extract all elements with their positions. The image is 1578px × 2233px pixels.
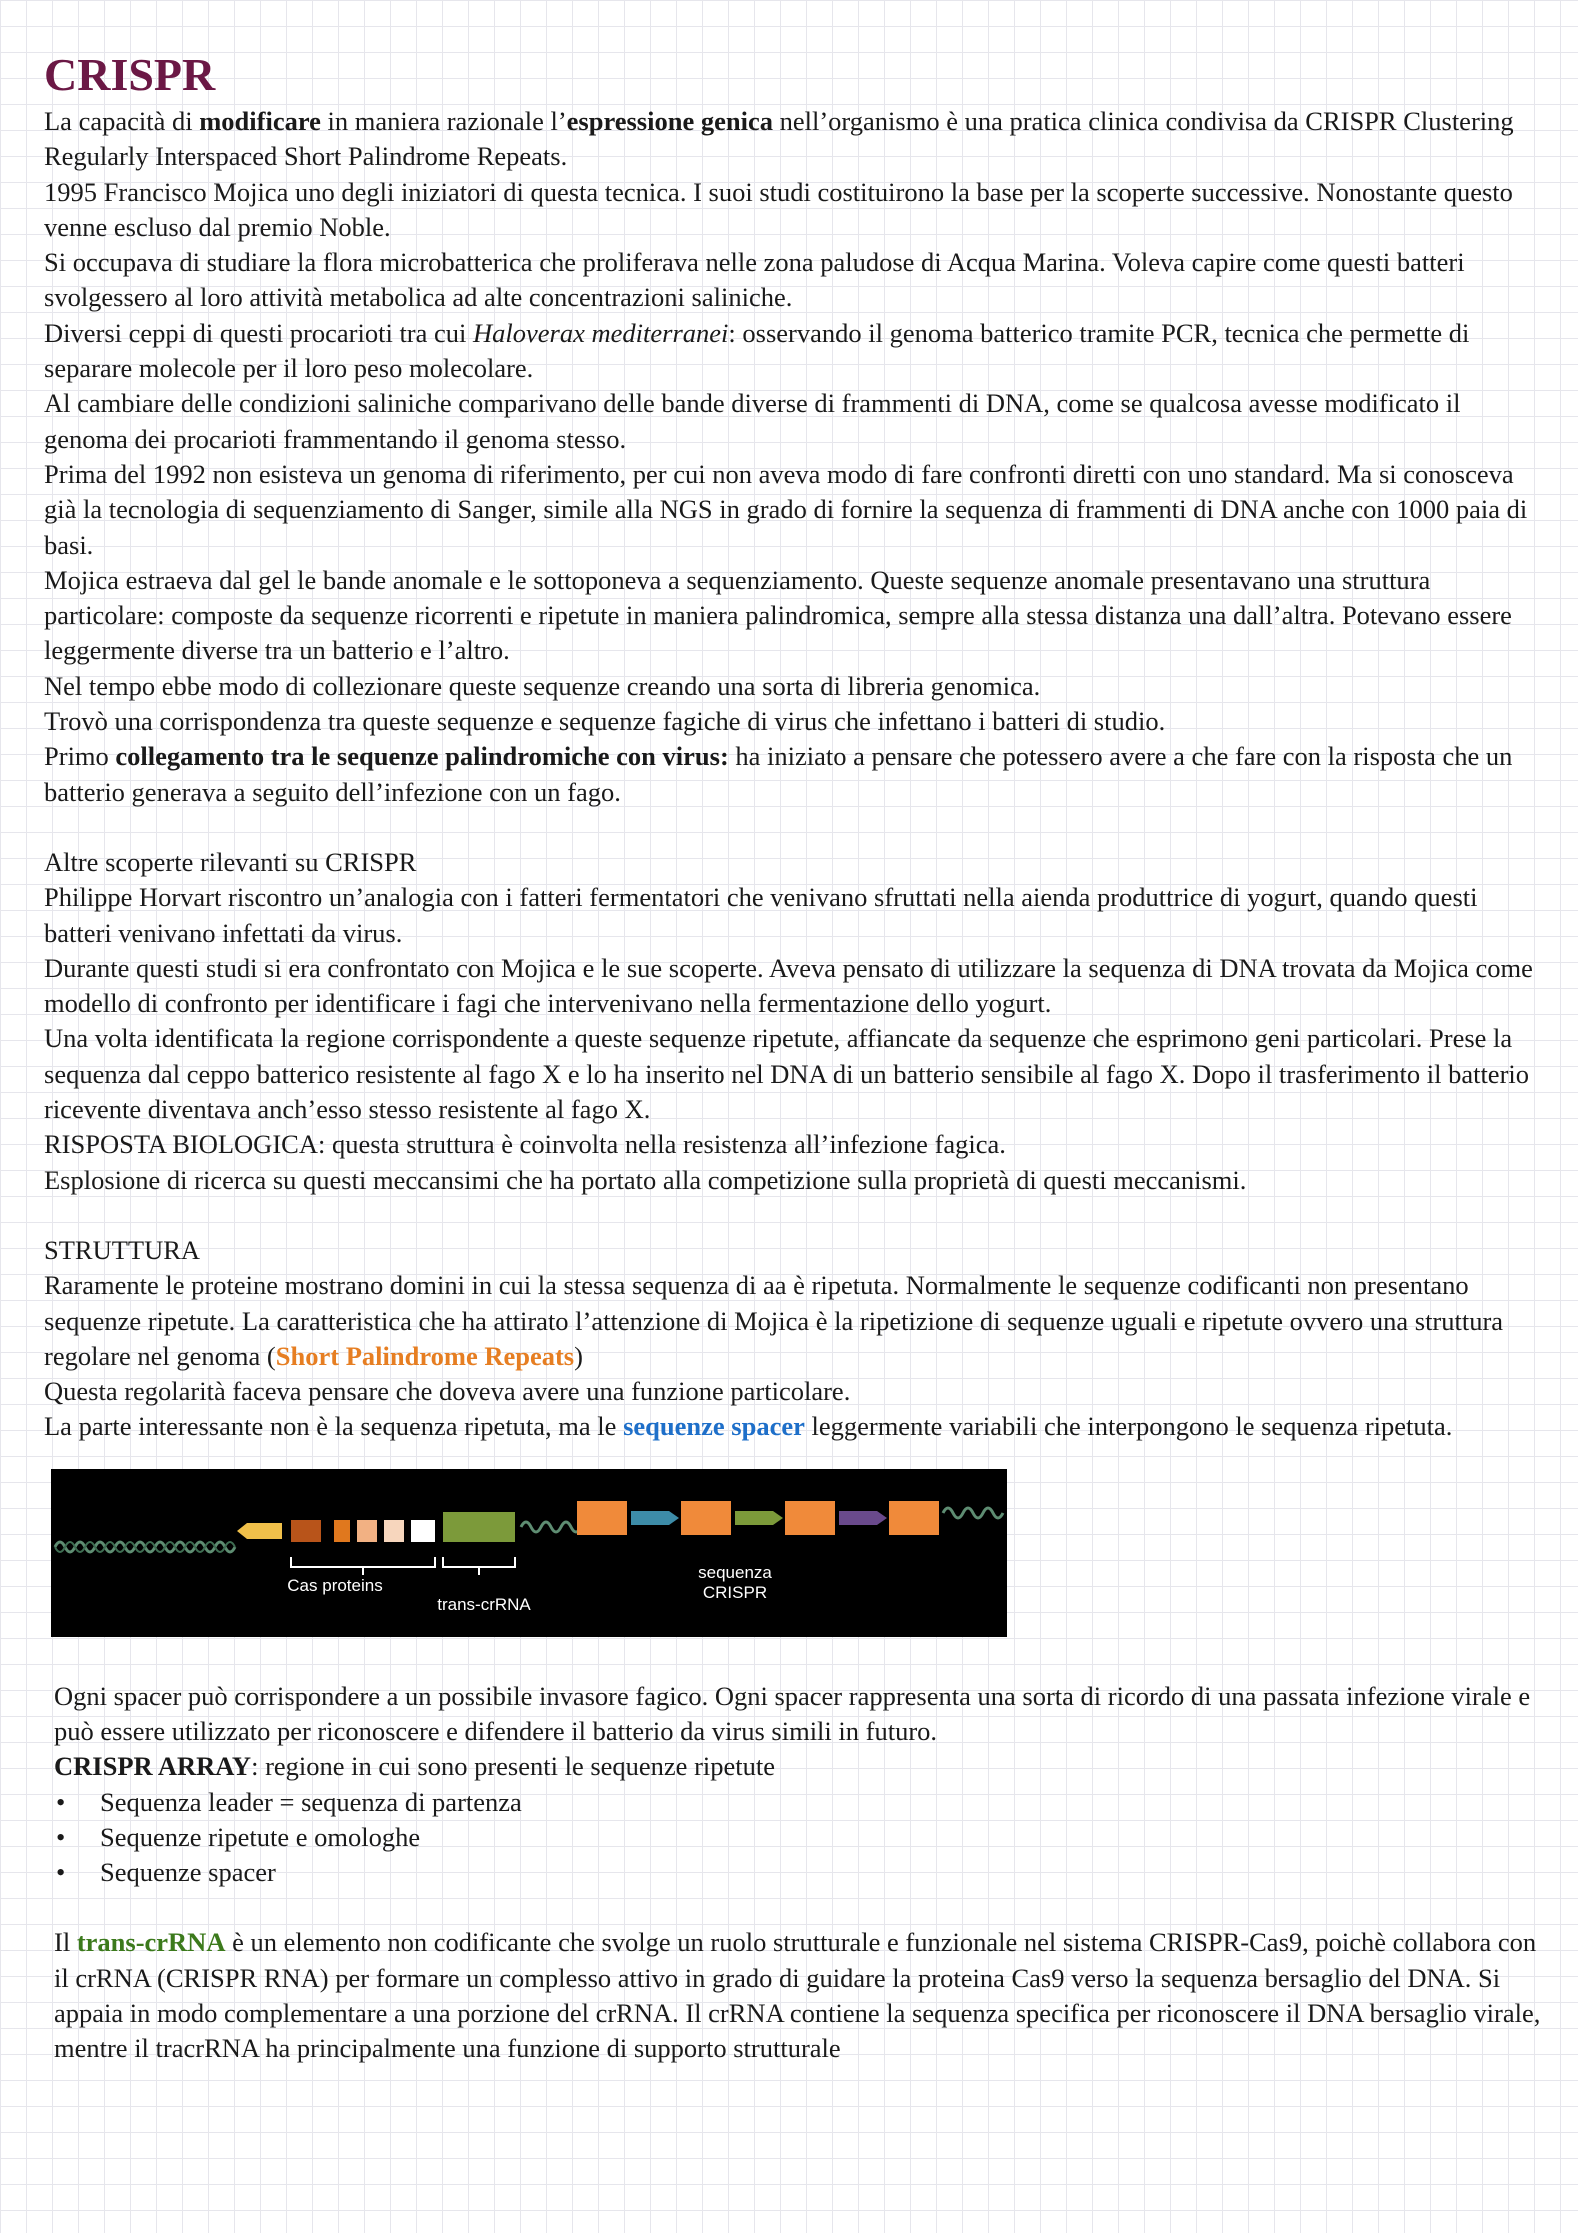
- text: ): [574, 1340, 583, 1371]
- bold-term: CRISPR ARRAY: [54, 1751, 252, 1782]
- list-item: • Sequenza leader = sequenza di partenza: [54, 1785, 1544, 1820]
- section-heading-struttura: STRUTTURA: [44, 1234, 201, 1265]
- crispr-locus-diagram: [51, 1469, 1007, 1637]
- trans-crrna-box: [443, 1512, 515, 1542]
- text: nell’organismo è una pratica clinica condivisa da CRISPR Clustering Regularly Interspaced Short Palindrome Repeats.: [44, 106, 1514, 172]
- trans-label: trans-crRNA: [437, 1594, 531, 1614]
- cas-box-5: [411, 1520, 435, 1542]
- altre-paragraph-4: RISPOSTA BIOLOGICA: questa struttura è coinvolta nella resistenza all’infezione fagica.: [44, 1129, 1006, 1160]
- intro-paragraph-4: [44, 316, 1544, 387]
- bold-term: collegamento tra le sequenze palindromiche con virus:: [115, 741, 729, 772]
- struttura-paragraph-2: Questa regolarità faceva pensare che doveva avere una funzione particolare.: [44, 1376, 851, 1407]
- crispr-array-paragraph: [54, 1749, 1544, 1784]
- intro-paragraph-2: 1995 Francisco Mojica uno degli iniziatori di questa tecnica. I suoi studi costituirono la base per la scoperte successive. Nonostante questo venne escluso dal premio Noble.: [44, 176, 1513, 242]
- intro-paragraph-5: Al cambiare delle condizioni saliniche comparivano delle bande diverse di frammenti di DNA, come se qualcosa avesse modificato il genoma dei procarioti frammentando il genoma stesso.: [44, 388, 1461, 454]
- intro-paragraph-9: Trovò una corrispondenza tra queste sequenze e sequenze fagiche di virus che infettano i batteri di studio.: [44, 706, 1166, 737]
- cas-label: Cas proteins: [287, 1575, 383, 1595]
- text: Il: [54, 1927, 77, 1958]
- altre-paragraph-1: Philippe Horvart riscontro un’analogia con i fatteri fermentatori che venivano sfruttati nella aienda produttrice di yogurt, quando questi batteri venivano infettati da virus.: [44, 882, 1478, 948]
- list-item: • Sequenze spacer: [54, 1855, 1544, 1890]
- struttura-paragraph-1: [44, 1268, 1544, 1374]
- spacer-paragraph-1: Ogni spacer può corrispondere a un possibile invasore fagico. Ogni spacer rappresenta una sorta di ricordo di una passata infezione virale e può essere utilizzato per riconoscere e difendere il batterio da virus simili in futuro.: [54, 1680, 1531, 1746]
- repeat-4: [889, 1501, 939, 1535]
- crispr-array-list: [54, 1785, 1544, 1891]
- spacer-3: [839, 1511, 887, 1525]
- spacer-1: [631, 1511, 679, 1525]
- altre-paragraph-5: Esplosione di ricerca su questi meccansimi che ha portato alla competizione sulla proprietà di questi meccanismi.: [44, 1164, 1247, 1195]
- bold-term: modificare: [199, 106, 321, 136]
- species-name: Haloverax mediterranei: [473, 317, 729, 348]
- struttura-paragraph-3: [44, 1409, 1544, 1444]
- crispr-locus-figure: [51, 1469, 1007, 1637]
- highlight-term: Short Palindrome Repeats: [275, 1340, 575, 1371]
- highlight-term: sequenze spacer: [623, 1411, 805, 1442]
- text: in maniera razionale l’: [320, 106, 567, 136]
- text: : regione in cui sono presenti le sequenze ripetute: [251, 1751, 776, 1782]
- repeat-2: [681, 1501, 731, 1535]
- trans-crrna-paragraph: [54, 1925, 1544, 2066]
- text: Diversi ceppi di questi procarioti tra cui: [44, 317, 474, 348]
- text: è un elemento non codificante che svolge un ruolo strutturale e funzionale nel sistema CRISPR-Cas9, poichè collabora con il crRNA (CRISPR RNA) per formare un complesso attivo in grado di guidare la proteina Cas9 verso la sequenza bersaglio del DNA. Si appaia in modo complementare a una porzione del crRNA. Il crRNA contiene la sequenza specifica per riconoscere il DNA bersaglio virale, mentre il tracrRNA ha principalmente una funzione di supporto strutturale: [54, 1927, 1541, 2064]
- cas-box-1: [291, 1520, 321, 1542]
- text: leggermente variabili che interpongono le sequenza ripetuta.: [804, 1411, 1453, 1442]
- altre-paragraph-2: Durante questi studi si era confrontato con Mojica e le sue scoperte. Aveva pensato di utilizzare la sequenza di DNA trovata da Mojica come modello di confronto per identificare i fagi che intervenivano nella fermentazione dello yogurt.: [44, 952, 1533, 1019]
- cas-box-2: [334, 1520, 350, 1542]
- section-heading-altre: Altre scoperte rilevanti su CRISPR: [44, 846, 417, 877]
- intro-paragraph-7: Mojica estraeva dal gel le bande anomale e le sottoponeva a sequenziamento. Queste sequenze anomale presentavano una struttura particolare: composte da sequenze ricorrenti e ripetute in maniera palindromica, sempre alla stessa distanza una dall’altra. Potevano essere leggermente diverse tra un batterio e l’altro.: [44, 564, 1512, 666]
- document-page: [44, 40, 1544, 2067]
- text: Raramente le proteine mostrano domini in cui la stessa sequenza di aa è ripetuta. Normalmente le sequenze codificanti non presentano sequenze ripetute. La caratteristica che ha attirato l’attenzione di Mojica è la ripetizione di sequenze uguali e ripetute ovvero una struttura regolare nel genoma (: [44, 1270, 1504, 1371]
- intro-paragraph-6: Prima del 1992 non esisteva un genoma di riferimento, per cui non aveva modo di fare confronti diretti con uno standard. Ma si conosceva già la tecnologia di sequenziamento di Sanger, simile alla NGS in grado di fornire la sequenza di frammenti di DNA anche con 1000 paia di basi.: [44, 458, 1528, 560]
- crispr-label-1: sequenza: [698, 1562, 772, 1582]
- intro-paragraph-8: Nel tempo ebbe modo di collezionare queste sequenze creando una sorta di libreria genomica.: [44, 670, 1041, 701]
- text: La parte interessante non è la sequenza ripetuta, ma le: [44, 1411, 624, 1442]
- intro-paragraph-1: [44, 104, 1544, 175]
- intro-paragraph-10: [44, 739, 1544, 810]
- repeat-3: [785, 1501, 835, 1535]
- text: ha iniziato a pensare che potessero avere a che fare con la risposta che un batterio generava a seguito dell’infezione con un fago.: [44, 741, 1513, 807]
- crispr-label-2: CRISPR: [702, 1582, 768, 1602]
- highlight-term: trans-crRNA: [76, 1927, 226, 1958]
- intro-paragraph-3: Si occupava di studiare la flora microbatterica che proliferava nelle zona paludose di Acqua Marina. Voleva capire come questi batteri svolgessero al loro attività metabolica ad alte concentrazioni saliniche.: [44, 247, 1465, 313]
- spacer-2: [735, 1511, 783, 1525]
- text: : osservando il genoma batterico tramite PCR, tecnica che permette di separare molecole per il loro peso molecolare.: [44, 317, 1470, 384]
- text: Primo: [44, 741, 116, 772]
- repeat-1: [577, 1501, 627, 1535]
- altre-paragraph-3: Una volta identificata la regione corrispondente a queste sequenze ripetute, affiancate da sequenze che esprimono geni particolari. Prese la sequenza dal ceppo batterico resistente al fago X e lo ha inserito nel DNA di un batterio sensibile al fago X. Dopo il trasferimento il batterio ricevente diventava anch’esso stesso resistente al fago X.: [44, 1023, 1530, 1125]
- spacer-section: [54, 1679, 1544, 2067]
- list-item: • Sequenze ripetute e omologhe: [54, 1820, 1544, 1855]
- page-title: CRISPR: [44, 49, 216, 100]
- cas-box-3: [357, 1520, 377, 1542]
- bold-term: espressione genica: [566, 106, 773, 136]
- text: La capacità di: [44, 106, 200, 136]
- cas-box-4: [384, 1520, 404, 1542]
